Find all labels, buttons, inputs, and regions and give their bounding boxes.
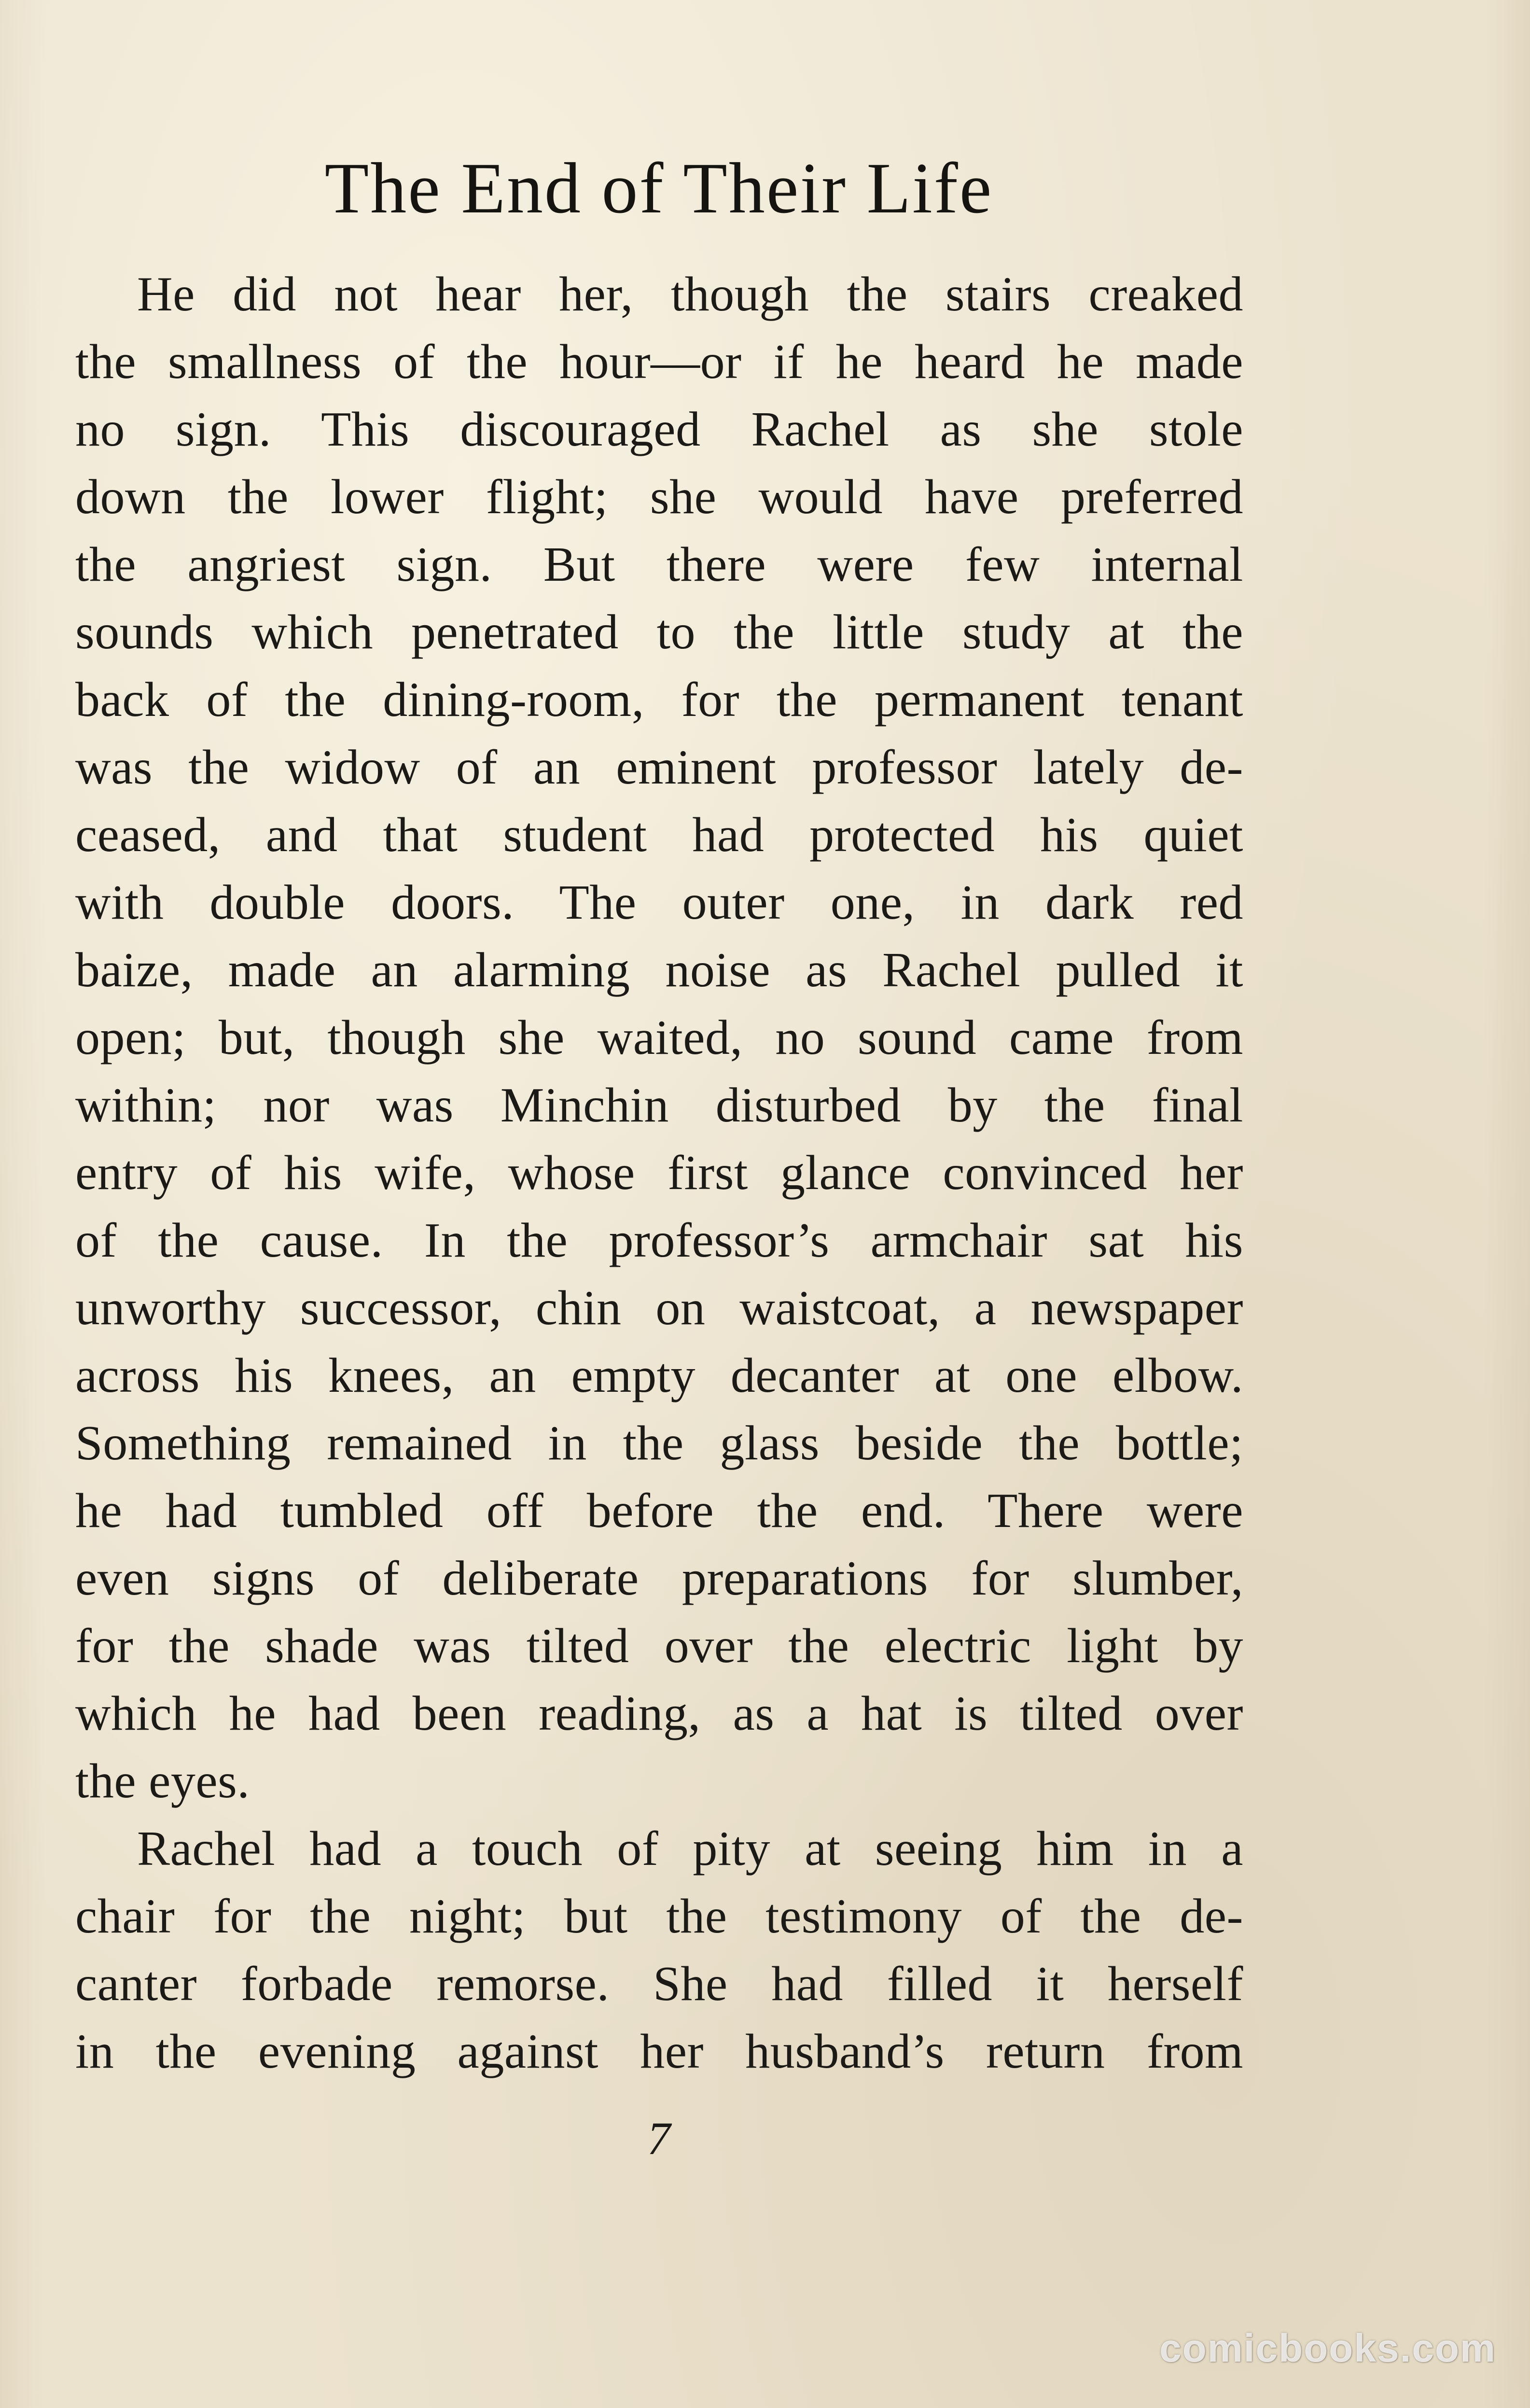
text-line: entry of his wife, whose first glance convinced her xyxy=(75,1146,1243,1200)
text-line: baize, made an alarming noise as Rachel pulled it xyxy=(75,943,1243,997)
text-line: sounds which penetrated to the little study at the xyxy=(75,605,1243,659)
text-line: ceased, and that student had protected his quiet xyxy=(75,808,1243,862)
page-number: 7 xyxy=(647,2113,670,2164)
paragraph xyxy=(75,261,1243,1815)
text-line: of the cause. In the professor’s armchair sat his xyxy=(75,1213,1243,1268)
text-line: chair for the night; but the testimony of the de- xyxy=(75,1889,1243,1944)
text-line: no sign. This discouraged Rachel as she stole xyxy=(75,402,1243,457)
body-text xyxy=(75,261,1243,2086)
text-line: was the widow of an eminent professor lately de- xyxy=(75,740,1243,795)
chapter-title: The End of Their Life xyxy=(324,148,993,228)
text-line: unworthy successor, chin on waistcoat, a newspaper xyxy=(75,1281,1243,1335)
text-line: the eyes. xyxy=(75,1754,250,1808)
text-line: for the shade was tilted over the electric light by xyxy=(75,1619,1243,1673)
text-line: Rachel had a touch of pity at seeing him in a xyxy=(137,1821,1243,1876)
text-line: He did not hear her, though the stairs creaked xyxy=(137,267,1243,322)
text-line: down the lower flight; she would have preferred xyxy=(75,470,1243,524)
text-line: even signs of deliberate preparations for slumber, xyxy=(75,1551,1243,1606)
text-line: which he had been reading, as a hat is tilted over xyxy=(75,1686,1243,1741)
text-line: Something remained in the glass beside the bottle; xyxy=(75,1416,1243,1470)
text-line: across his knees, an empty decanter at one elbow. xyxy=(75,1348,1243,1403)
text-line: open; but, though she waited, no sound came from xyxy=(75,1010,1243,1065)
watermark: comicbooks.com xyxy=(1159,2326,1496,2370)
text-line: the smallness of the hour—or if he heard he made xyxy=(75,335,1243,389)
text-line: the angriest sign. But there were few internal xyxy=(75,537,1243,592)
text-line: back of the dining-room, for the permanent tenant xyxy=(75,672,1243,727)
text-line: he had tumbled off before the end. There were xyxy=(75,1484,1243,1538)
text-line: canter forbade remorse. She had filled it herself xyxy=(75,1957,1243,2011)
text-line: within; nor was Minchin disturbed by the final xyxy=(75,1078,1243,1133)
paragraph xyxy=(75,1815,1243,2086)
text-line: in the evening against her husband’s return from xyxy=(75,2024,1243,2079)
text-line: with double doors. The outer one, in dark red xyxy=(75,875,1243,930)
